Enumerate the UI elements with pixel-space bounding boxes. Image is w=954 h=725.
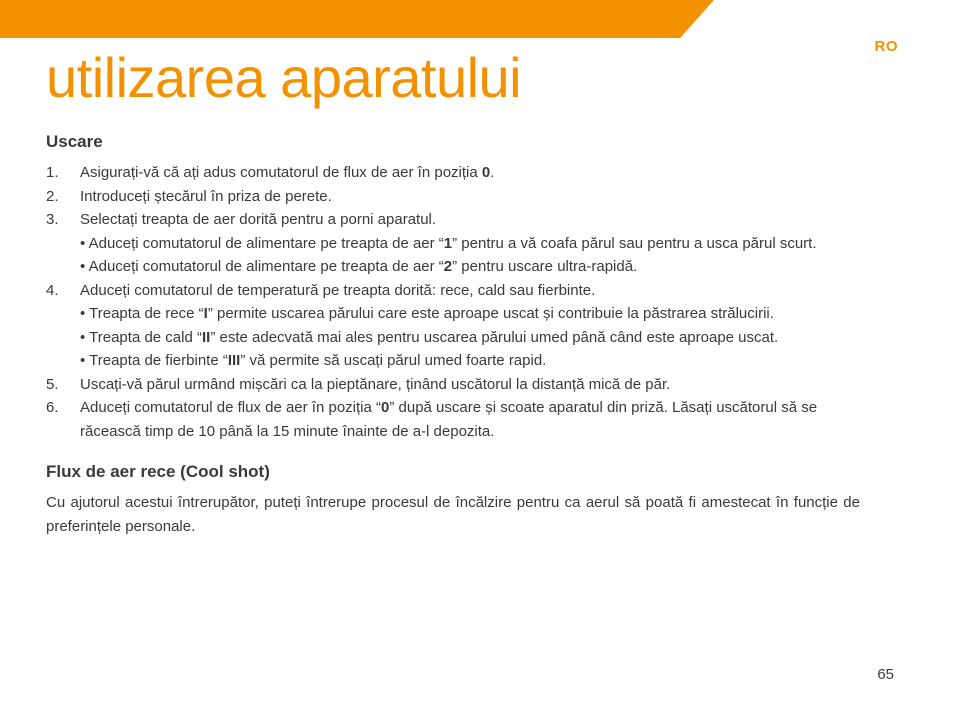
step-sub-bullet bbox=[80, 255, 860, 279]
sub-text: • Aduceți comutatorul de alimentare pe treapta de aer “ bbox=[80, 258, 444, 276]
sub-bold-value: 2 bbox=[443, 258, 453, 276]
step-sub-bullet bbox=[80, 349, 860, 373]
sub-text-end: ” este adecvată mai ales pentru uscarea părului umed până când este aproape uscat. bbox=[210, 328, 779, 346]
drying-steps-list bbox=[46, 161, 860, 443]
page-number: 65 bbox=[877, 666, 894, 683]
step-number: 3. bbox=[46, 211, 59, 229]
step-text: Asigurați-vă că ați adus comutatorul de flux de aer în poziția bbox=[80, 164, 482, 182]
step-4 bbox=[46, 279, 860, 373]
sub-text: • Treapta de cald “ bbox=[80, 328, 202, 346]
step-1 bbox=[46, 161, 860, 185]
step-number: 2. bbox=[46, 187, 59, 205]
step-sub-bullet bbox=[80, 232, 860, 256]
step-2 bbox=[46, 185, 860, 209]
sub-text-end: ” pentru a vă coafa părul sau pentru a usca părul scurt. bbox=[452, 234, 817, 252]
step-number: 6. bbox=[46, 399, 59, 417]
step-3 bbox=[46, 208, 860, 279]
step-sub-bullet bbox=[80, 326, 860, 350]
step-text: Aduceți comutatorul de flux de aer în poziția “ bbox=[80, 399, 381, 417]
step-6 bbox=[46, 396, 860, 443]
sub-text-end: ” permite uscarea părului care este aproape uscat și contribuie la păstrarea strălucirii. bbox=[207, 305, 774, 323]
sub-bold-value: II bbox=[202, 328, 211, 346]
language-label: RO bbox=[874, 38, 898, 55]
step-text: Uscați-vă părul urmând mișcări ca la pieptănare, ținând uscătorul la distanță mică de păr. bbox=[80, 375, 671, 393]
sub-bold-value: I bbox=[203, 305, 208, 323]
header-accent-bar bbox=[0, 0, 714, 38]
step-number: 4. bbox=[46, 281, 59, 299]
step-5 bbox=[46, 373, 860, 397]
step-text: Aduceți comutatorul de temperatură pe treapta dorită: rece, cald sau fierbinte. bbox=[80, 281, 596, 299]
step-bold-value: 0 bbox=[381, 399, 390, 417]
step-bold-value: 0 bbox=[481, 164, 491, 182]
section-heading-cool-shot: Flux de aer rece (Cool shot) bbox=[46, 462, 270, 482]
section-heading-drying: Uscare bbox=[46, 132, 103, 151]
sub-bold-value: III bbox=[227, 352, 241, 370]
sub-text: • Aduceți comutatorul de alimentare pe treapta de aer “ bbox=[80, 234, 444, 252]
sub-text-end: ” pentru uscare ultra-rapidă. bbox=[452, 258, 638, 276]
step-text-end: . bbox=[490, 164, 495, 182]
cool-shot-paragraph: Cu ajutorul acestui întrerupător, puteți întrerupe procesul de încălzire pentru ca aerul să poată fi amestecat în funcție de preferințele personale. bbox=[46, 494, 860, 535]
step-sub-bullet bbox=[80, 302, 860, 326]
step-text: Selectați treapta de aer dorită pentru a porni aparatul. bbox=[80, 211, 437, 229]
sub-text-end: ” vă permite să uscați părul umed foarte rapid. bbox=[240, 352, 547, 370]
step-text: Introduceți ștecărul în priza de perete. bbox=[80, 187, 332, 205]
page-title: utilizarea aparatului bbox=[46, 46, 522, 109]
sub-text: • Treapta de rece “ bbox=[80, 305, 204, 323]
sub-bold-value: 1 bbox=[443, 234, 453, 252]
step-number: 1. bbox=[46, 164, 59, 182]
step-text-end: ” după uscare și scoate aparatul din priză. Lăsați uscătorul să se răcească timp de 10 până la 15 minute înainte de a-l depozita. bbox=[80, 399, 818, 440]
sub-text: • Treapta de fierbinte “ bbox=[80, 352, 228, 370]
step-number: 5. bbox=[46, 375, 59, 393]
main-content bbox=[46, 131, 860, 538]
